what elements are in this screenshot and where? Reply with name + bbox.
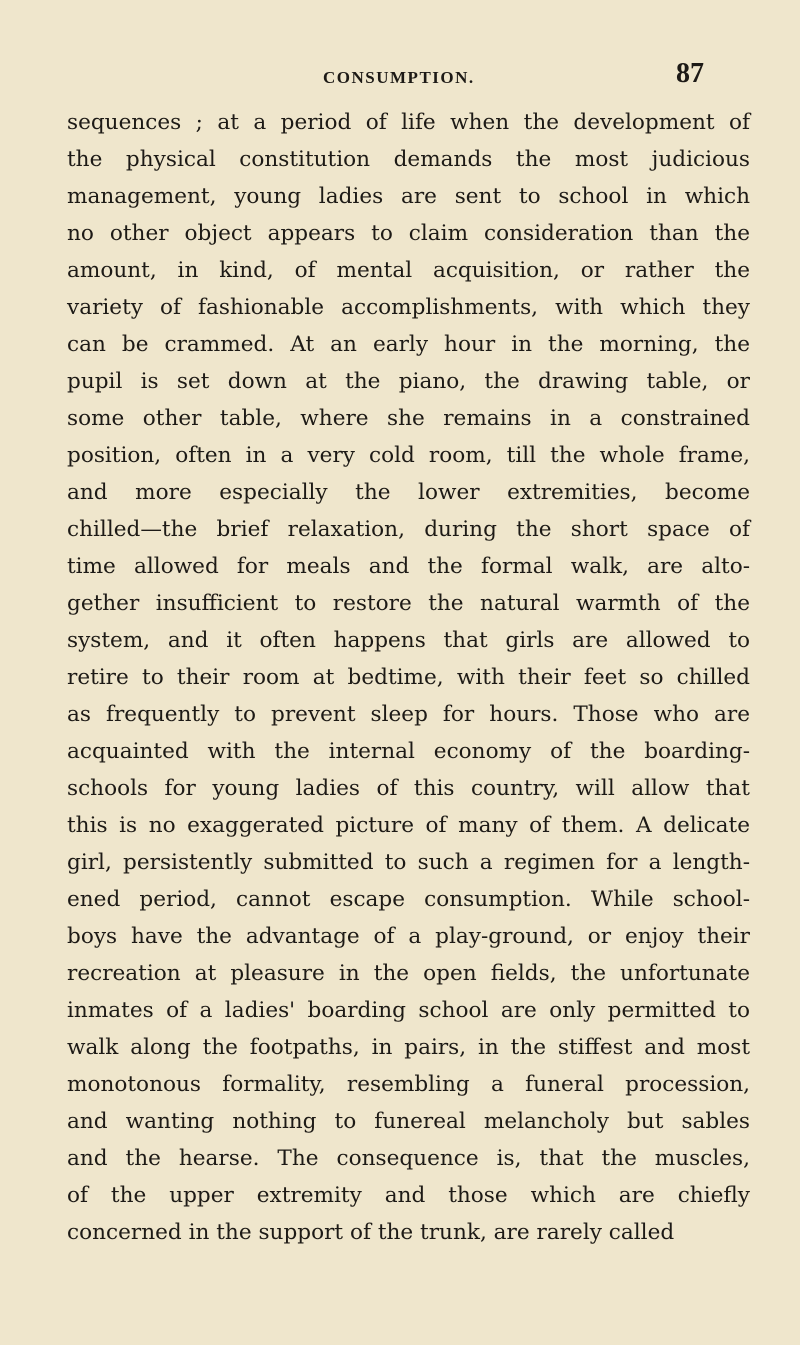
- text-line: and wanting nothing to funereal melancholy but sables: [67, 1109, 750, 1134]
- running-title: CONSUMPTION.: [323, 68, 475, 87]
- text-line: retire to their room at bedtime, with their feet so chilled: [67, 665, 750, 690]
- running-head: [67, 58, 750, 102]
- text-line: and more especially the lower extremities, become: [67, 480, 750, 505]
- text-line: time allowed for meals and the formal walk, are alto-: [67, 554, 750, 579]
- text-line: inmates of a ladies' boarding school are only permitted to: [67, 998, 750, 1023]
- text-line: can be crammed. At an early hour in the morning, the: [67, 332, 750, 357]
- text-line: boys have the advantage of a play-ground, or enjoy their: [67, 924, 750, 949]
- text-line: monotonous formality, resembling a funeral procession,: [67, 1072, 750, 1097]
- text-line: this is no exaggerated picture of many of them. A delicate: [67, 813, 750, 838]
- text-line: system, and it often happens that girls are allowed to: [67, 628, 750, 653]
- text-line: schools for young ladies of this country, will allow that: [67, 776, 750, 801]
- text-line: some other table, where she remains in a constrained: [67, 406, 750, 431]
- text-line: position, often in a very cold room, till the whole frame,: [67, 443, 750, 468]
- text-line: walk along the footpaths, in pairs, in the stiffest and most: [67, 1035, 750, 1060]
- text-line: chilled—the brief relaxation, during the short space of: [67, 517, 750, 542]
- text-line: and the hearse. The consequence is, that the muscles,: [67, 1146, 750, 1171]
- text-line: pupil is set down at the piano, the drawing table, or: [67, 369, 750, 394]
- text-line: variety of fashionable accomplishments, with which they: [67, 295, 750, 320]
- text-line: as frequently to prevent sleep for hours. Those who are: [67, 702, 750, 727]
- text-line: acquainted with the internal economy of the boarding-: [67, 739, 750, 764]
- text-line: no other object appears to claim consideration than the: [67, 221, 750, 246]
- text-line: recreation at pleasure in the open fields, the unfortunate: [67, 961, 750, 986]
- page-number: 87: [676, 58, 704, 89]
- text-line: management, young ladies are sent to school in which: [67, 184, 750, 209]
- text-line: amount, in kind, of mental acquisition, or rather the: [67, 258, 750, 283]
- text-line: concerned in the support of the trunk, are rarely called: [67, 1220, 675, 1245]
- text-line: girl, persistently submitted to such a regimen for a length-: [67, 850, 750, 875]
- text-line: the physical constitution demands the most judicious: [67, 147, 750, 172]
- text-line: sequences ; at a period of life when the development of: [67, 110, 750, 135]
- text-line: of the upper extremity and those which are chiefly: [67, 1183, 750, 1208]
- body-text: [67, 104, 750, 1251]
- text-line: gether insufficient to restore the natural warmth of the: [67, 591, 750, 616]
- text-line: ened period, cannot escape consumption. While school-: [67, 887, 750, 912]
